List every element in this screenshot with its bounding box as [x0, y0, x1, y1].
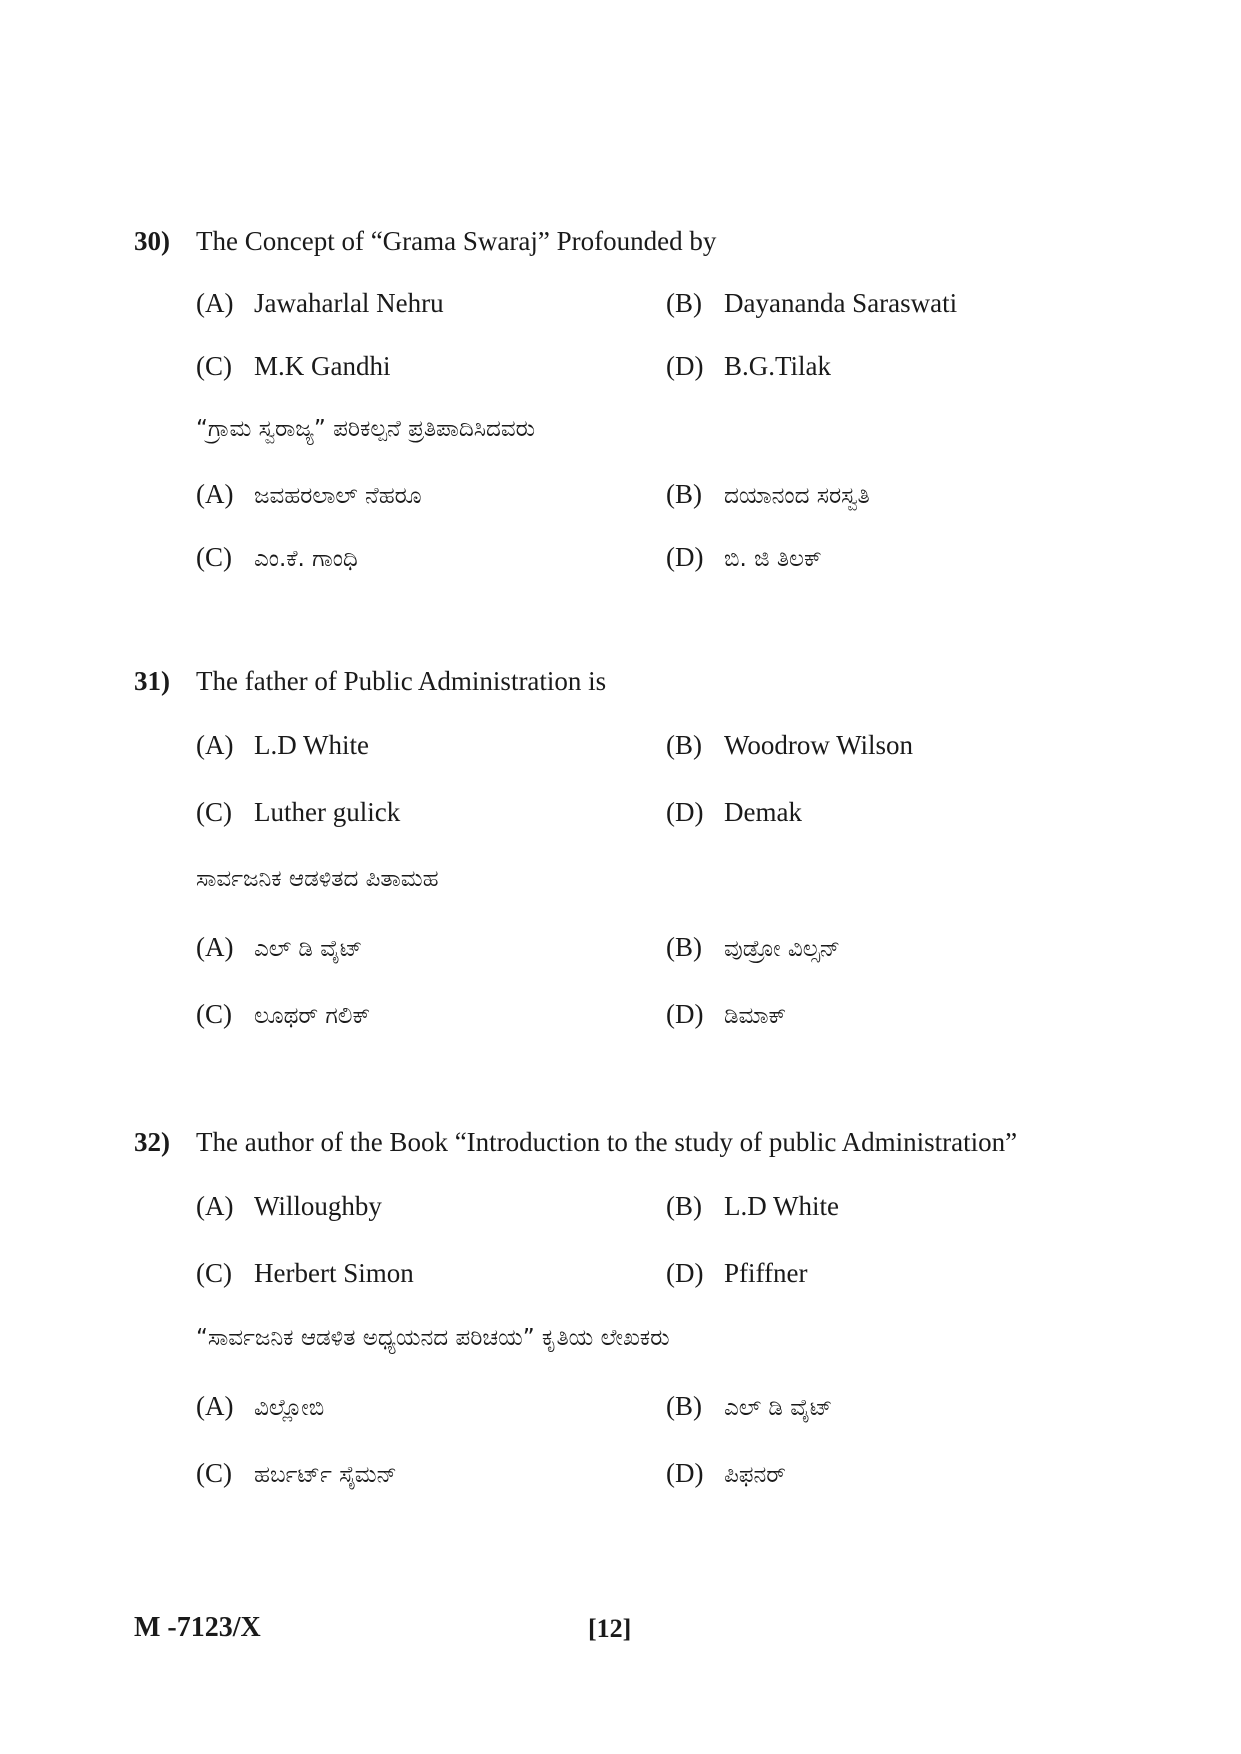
- option-a-kn: [196, 932, 362, 963]
- option-letter: (D): [666, 1258, 704, 1288]
- question-heading: [134, 1127, 1017, 1158]
- option-letter: (B): [666, 730, 702, 760]
- option-letter: (C): [196, 1458, 232, 1488]
- question-number: 30): [134, 226, 170, 256]
- option-a-en: [196, 730, 369, 761]
- option-text: ಎಲ್ ಡಿ ವೈಟ್: [724, 1395, 833, 1421]
- option-c-en: [196, 1258, 414, 1289]
- option-text: Demak: [724, 797, 802, 827]
- paper-code: M -7123/X: [134, 1612, 261, 1643]
- option-text: ಹರ್ಬರ್ಟ್ ಸೈಮನ್: [254, 1462, 397, 1488]
- option-text: Jawaharlal Nehru: [254, 288, 444, 318]
- option-letter: (C): [196, 797, 232, 827]
- option-a-en: [196, 288, 444, 319]
- option-letter: (D): [666, 351, 704, 381]
- option-letter: (A): [196, 1391, 234, 1421]
- option-text: ವಿಲ್ಲೋಬಿ: [254, 1395, 325, 1421]
- question-text-kn: “ಸಾರ್ವಜನಿಕ ಆಡಳಿತ ಅಧ್ಯಯನದ ಪರಿಚಯ” ಕೃತಿಯ ಲೇಖಕರು: [196, 1325, 670, 1351]
- option-a-kn: [196, 479, 422, 510]
- option-text: Dayananda Saraswati: [724, 288, 958, 318]
- option-text: ಲೂಥರ್ ಗಲಿಕ್: [254, 1003, 371, 1029]
- option-d-en: [666, 351, 831, 382]
- question-heading: [134, 226, 716, 257]
- option-d-kn: [666, 999, 786, 1030]
- option-text: B.G.Tilak: [724, 351, 832, 381]
- option-text: ವುಡ್ರೋ ವಿಲ್ಸನ್: [724, 936, 841, 962]
- option-b-en: [666, 1191, 839, 1222]
- option-text: ಬಿ. ಜಿ ತಿಲಕ್: [724, 546, 822, 572]
- option-letter: (A): [196, 730, 234, 760]
- option-d-kn: [666, 542, 822, 573]
- option-b-en: [666, 730, 913, 761]
- option-letter: (B): [666, 479, 702, 509]
- option-letter: (A): [196, 1191, 234, 1221]
- option-text: Willoughby: [254, 1191, 382, 1221]
- question-heading: [134, 666, 606, 697]
- option-letter: (B): [666, 932, 702, 962]
- question-number: 31): [134, 666, 170, 696]
- option-text: ಡಿಮಾಕ್: [724, 1003, 787, 1029]
- option-d-en: [666, 797, 802, 828]
- option-letter: (C): [196, 1258, 232, 1288]
- option-letter: (B): [666, 288, 702, 318]
- option-c-en: [196, 351, 391, 382]
- option-letter: (B): [666, 1391, 702, 1421]
- option-c-en: [196, 797, 400, 828]
- option-letter: (D): [666, 542, 704, 572]
- option-text: ಎಲ್ ಡಿ ವೈಟ್: [254, 936, 363, 962]
- option-d-en: [666, 1258, 807, 1289]
- option-text: M.K Gandhi: [254, 351, 391, 381]
- option-letter: (D): [666, 999, 704, 1029]
- option-letter: (C): [196, 542, 232, 572]
- option-text: ದಯಾನಂದ ಸರಸ್ವತಿ: [724, 483, 870, 509]
- option-text: ಎಂ.ಕೆ. ಗಾಂಧಿ: [254, 546, 358, 572]
- option-d-kn: [666, 1458, 786, 1489]
- option-a-en: [196, 1191, 382, 1222]
- option-text: ಪಿಫನರ್: [724, 1462, 786, 1488]
- option-letter: (A): [196, 932, 234, 962]
- option-text: Herbert Simon: [254, 1258, 414, 1288]
- option-letter: (D): [666, 1458, 704, 1488]
- option-letter: (B): [666, 1191, 702, 1221]
- option-letter: (C): [196, 999, 232, 1029]
- question-number: 32): [134, 1127, 170, 1157]
- option-b-kn: [666, 479, 870, 510]
- option-c-kn: [196, 542, 358, 573]
- option-a-kn: [196, 1391, 324, 1422]
- option-letter: (C): [196, 351, 232, 381]
- option-c-kn: [196, 1458, 397, 1489]
- page-number: [12]: [588, 1614, 632, 1643]
- option-text: ಜವಹರಲಾಲ್ ನೆಹರೂ: [254, 483, 422, 509]
- question-text-en: The father of Public Administration is: [196, 666, 607, 696]
- question-text-kn: “ಗ್ರಾಮ ಸ್ವರಾಜ್ಯ” ಪರಿಕಲ್ಪನೆ ಪ್ರತಿಪಾದಿಸಿದವರು: [196, 416, 536, 442]
- question-text-kn: ಸಾರ್ವಜನಿಕ ಆಡಳಿತದ ಪಿತಾಮಹ: [196, 866, 439, 892]
- option-text: Pfiffner: [724, 1258, 808, 1288]
- option-text: L.D White: [254, 730, 369, 760]
- option-b-en: [666, 288, 957, 319]
- option-text: Luther gulick: [254, 797, 401, 827]
- option-b-kn: [666, 1391, 832, 1422]
- option-letter: (A): [196, 479, 234, 509]
- option-text: Woodrow Wilson: [724, 730, 913, 760]
- option-c-kn: [196, 999, 370, 1030]
- question-text-en: The Concept of “Grama Swaraj” Profounded by: [196, 226, 717, 256]
- option-letter: (A): [196, 288, 234, 318]
- option-letter: (D): [666, 797, 704, 827]
- option-b-kn: [666, 932, 840, 963]
- question-text-en: The author of the Book “Introduction to the study of public Administration”: [196, 1127, 1018, 1157]
- option-text: L.D White: [724, 1191, 839, 1221]
